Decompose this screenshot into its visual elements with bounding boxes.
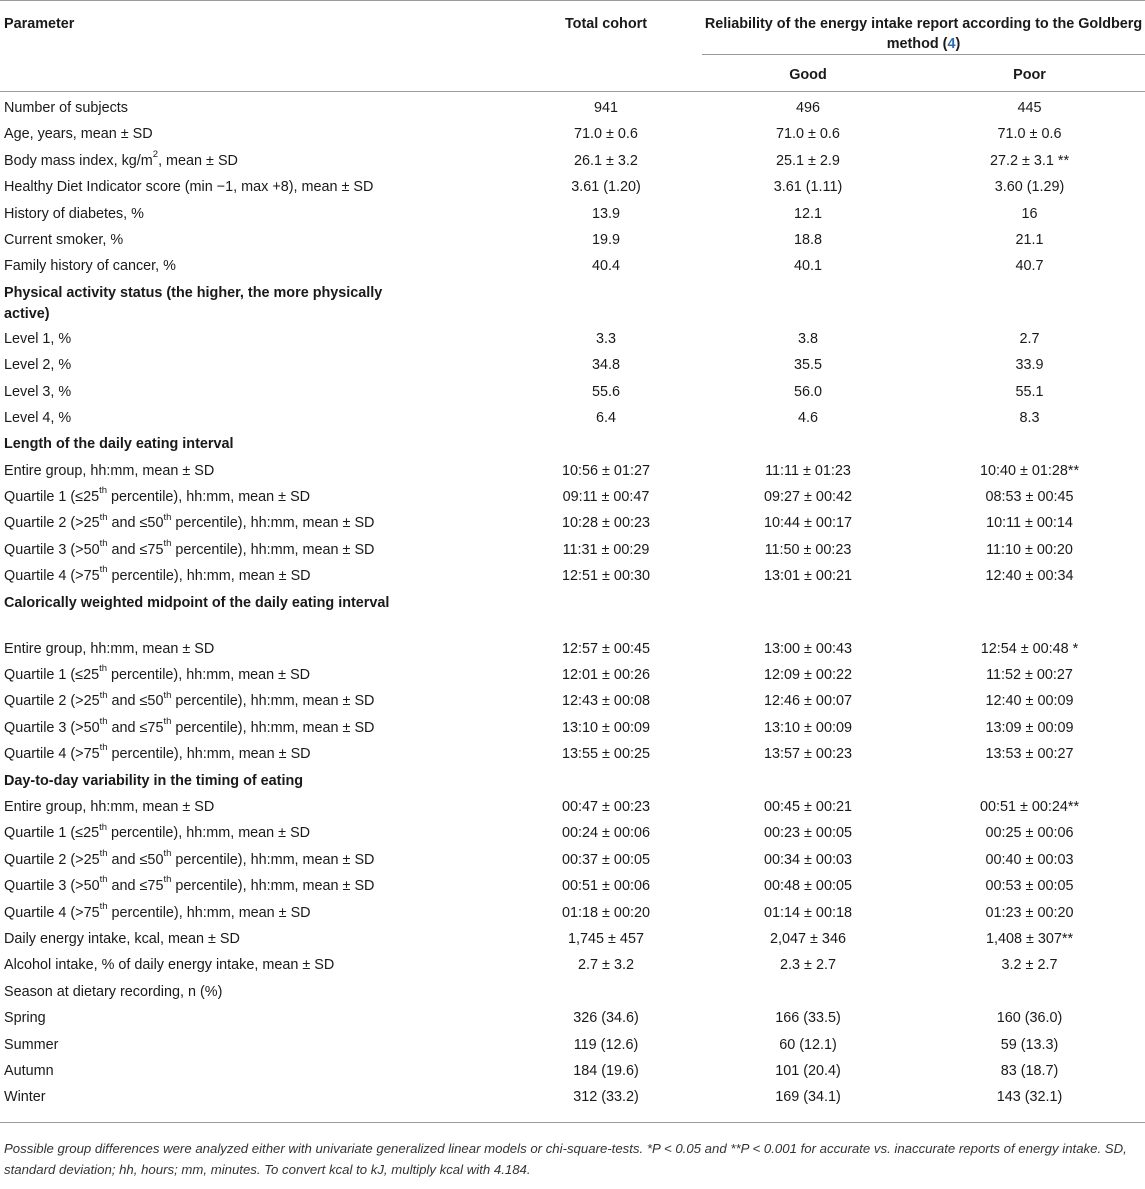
superscript: th	[163, 716, 172, 728]
table-row	[0, 540, 1145, 566]
parameter-cell: Autumn	[4, 1062, 54, 1079]
parameter-cell: Number of subjects	[4, 100, 128, 116]
total-cohort-cell: 326 (34.6)	[573, 1010, 639, 1027]
total-cohort-cell: 12:57 ± 00:45	[562, 640, 650, 657]
empty-cell	[914, 434, 1145, 460]
good-cell: 13:01 ± 00:21	[764, 568, 852, 585]
parameter-text: Quartile 1 (≤25	[4, 489, 100, 506]
total-cohort-cell: 119 (12.6)	[573, 1036, 639, 1053]
poor-cell: 143 (32.1)	[914, 1087, 1145, 1122]
good-cell: 169 (34.1)	[702, 1087, 914, 1122]
good-cell: 18.8	[793, 231, 822, 248]
parameter-text: and ≤50	[107, 515, 164, 532]
superscript: 2	[152, 148, 159, 160]
table-row	[0, 929, 1145, 955]
superscript: th	[99, 564, 108, 576]
poor-cell: 00:51 ± 00:24**	[979, 798, 1080, 815]
good-cell: 12:46 ± 00:07	[764, 693, 852, 710]
parameter-cell: Winter	[0, 1087, 510, 1122]
superscript: th	[163, 538, 172, 550]
total-cohort-cell: 312 (33.2)	[510, 1087, 702, 1122]
table-row	[0, 329, 1145, 355]
good-cell: 56.0	[793, 383, 822, 400]
total-cohort-cell: 10:56 ± 01:27	[562, 462, 650, 479]
total-cohort-cell: 11:31 ± 00:29	[562, 541, 650, 558]
table-row	[0, 382, 1145, 408]
table-row	[0, 1008, 1145, 1034]
poor-cell: 2.7	[1019, 330, 1040, 347]
header-reliability-text: Reliability of the energy intake report according to the Goldberg method (	[704, 16, 1143, 52]
poor-cell: 11:52 ± 00:27	[986, 667, 1073, 684]
total-cohort-cell: 6.4	[595, 409, 616, 426]
poor-cell: 00:40 ± 00:03	[985, 851, 1074, 868]
total-cohort-cell: 09:11 ± 00:47	[562, 489, 650, 506]
total-cohort-cell: 26.1 ± 3.2	[574, 152, 638, 169]
good-cell: 71.0 ± 0.6	[776, 126, 840, 143]
table-row	[0, 92, 1145, 125]
table-header	[0, 1, 1145, 92]
section-heading: Physical activity status (the higher, the more physically active)	[4, 284, 383, 322]
parameter-cell: Level 4, %	[4, 409, 72, 426]
header-reliability	[702, 1, 1145, 55]
superscript: th	[99, 538, 108, 550]
table-row	[0, 1035, 1145, 1061]
total-cohort-cell	[510, 982, 702, 1008]
poor-cell: 00:53 ± 00:05	[985, 878, 1074, 895]
parameter-cell	[0, 876, 510, 902]
parameter-text: Quartile 3 (>50	[4, 719, 100, 736]
parameter-cell	[0, 540, 510, 566]
header-parameter: Parameter	[0, 1, 510, 92]
empty-cell	[510, 283, 702, 329]
parameter-cell: Entire group, hh:mm, mean ± SD	[4, 798, 215, 815]
table-body	[0, 92, 1145, 1123]
empty-cell	[914, 593, 1145, 639]
parameter-text: percentile), hh:mm, mean ± SD	[107, 746, 311, 763]
poor-cell: 16	[1021, 205, 1038, 222]
parameter-cell	[0, 823, 510, 849]
poor-cell: 08:53 ± 00:45	[985, 489, 1074, 506]
reference-link[interactable]: 4	[947, 36, 956, 52]
table-row	[0, 204, 1145, 230]
parameter-text: Quartile 3 (>50	[4, 878, 100, 895]
table-row	[0, 718, 1145, 744]
parameter-cell: Family history of cancer, %	[4, 258, 176, 275]
good-cell: 60 (12.1)	[779, 1036, 837, 1053]
parameter-text: percentile), hh:mm, mean ± SD	[107, 667, 311, 684]
poor-cell: 13:09 ± 00:09	[985, 719, 1074, 736]
table-row	[0, 355, 1145, 381]
good-cell: 11:11 ± 01:23	[765, 462, 851, 479]
parameter-text: Quartile 4 (>75	[4, 904, 100, 921]
parameter-cell: Current smoker, %	[4, 231, 124, 248]
parameter-cell	[0, 900, 510, 929]
poor-cell: 21.1	[1015, 231, 1044, 248]
section-heading: Length of the daily eating interval	[4, 436, 234, 453]
superscript: th	[99, 742, 108, 754]
parameter-cell	[0, 718, 510, 744]
poor-cell: 27.2 ± 3.1 **	[989, 152, 1070, 169]
good-cell: 166 (33.5)	[775, 1010, 841, 1027]
total-cohort-cell: 13:55 ± 00:25	[562, 746, 650, 763]
good-cell: 00:48 ± 00:05	[764, 878, 852, 895]
parameter-text: percentile), hh:mm, mean ± SD	[171, 541, 375, 558]
poor-cell: 59 (13.3)	[1000, 1036, 1059, 1053]
parameter-cell: Healthy Diet Indicator score (min −1, max +8), mean ± SD	[4, 179, 374, 196]
section-heading: Calorically weighted midpoint of the daily eating interval	[4, 594, 390, 611]
parameter-text: percentile), hh:mm, mean ± SD	[171, 693, 375, 710]
parameter-text: Quartile 2 (>25	[4, 851, 100, 868]
total-cohort-cell: 3.3	[595, 330, 616, 347]
good-cell: 2.3 ± 2.7	[780, 957, 836, 974]
total-cohort-cell: 184 (19.6)	[573, 1062, 639, 1079]
section-row	[0, 593, 1145, 639]
poor-cell: 01:23 ± 00:20	[985, 904, 1074, 921]
parameter-cell	[0, 847, 510, 876]
parameter-text: Quartile 1 (≤25	[4, 667, 100, 684]
total-cohort-cell: 00:24 ± 00:06	[562, 825, 650, 842]
good-cell: 13:57 ± 00:23	[764, 746, 852, 763]
table-row	[0, 1061, 1145, 1087]
empty-cell	[702, 283, 914, 329]
parameter-cell: Daily energy intake, kcal, mean ± SD	[4, 930, 240, 947]
good-cell: 3.61 (1.11)	[773, 179, 843, 196]
section-row	[0, 771, 1145, 797]
parameter-text: and ≤75	[107, 541, 164, 558]
section-row	[0, 283, 1145, 329]
superscript: th	[99, 511, 108, 523]
header-good: Good	[702, 55, 914, 92]
good-cell	[702, 982, 914, 1008]
total-cohort-cell: 34.8	[591, 357, 620, 374]
table-row	[0, 665, 1145, 691]
parameter-cell	[0, 665, 510, 691]
superscript: th	[99, 874, 108, 886]
poor-cell: 00:25 ± 00:06	[985, 825, 1074, 842]
good-cell: 00:23 ± 00:05	[764, 825, 852, 842]
parameter-text: Quartile 4 (>75	[4, 568, 100, 585]
total-cohort-cell: 13:10 ± 00:09	[562, 719, 650, 736]
table-row	[0, 461, 1145, 487]
good-cell: 12:09 ± 00:22	[764, 667, 852, 684]
section-row	[0, 434, 1145, 460]
parameter-cell	[0, 744, 510, 770]
parameter-cell: Alcohol intake, % of daily energy intake, mean ± SD	[4, 957, 335, 974]
poor-cell: 71.0 ± 0.6	[997, 126, 1062, 143]
parameter-text: percentile), hh:mm, mean ± SD	[107, 904, 311, 921]
parameter-text: percentile), hh:mm, mean ± SD	[171, 878, 375, 895]
poor-cell: 11:10 ± 00:20	[986, 541, 1073, 558]
total-cohort-cell: 00:47 ± 00:23	[562, 798, 650, 815]
parameter-text: Body mass index, kg/m	[4, 152, 153, 169]
total-cohort-cell: 1,745 ± 457	[568, 930, 644, 947]
poor-cell: 12:54 ± 00:48 *	[980, 640, 1079, 657]
parameter-text: percentile), hh:mm, mean ± SD	[171, 851, 375, 868]
superscript: th	[99, 716, 108, 728]
good-cell: 13:10 ± 00:09	[764, 719, 852, 736]
parameter-cell	[0, 566, 510, 592]
superscript: th	[163, 847, 172, 859]
poor-cell: 3.60 (1.29)	[994, 179, 1065, 196]
table-row	[0, 177, 1145, 203]
header-total-cohort: Total cohort	[510, 1, 702, 92]
good-cell: 3.8	[797, 330, 818, 347]
poor-cell: 8.3	[1019, 409, 1040, 426]
parameter-cell: Spring	[4, 1010, 46, 1027]
empty-cell	[702, 771, 914, 797]
poor-cell: 12:40 ± 00:34	[985, 568, 1074, 585]
parameter-text: and ≤75	[107, 719, 164, 736]
good-cell: 2,047 ± 346	[770, 930, 846, 947]
parameter-cell: Level 3, %	[4, 383, 72, 400]
good-cell: 25.1 ± 2.9	[776, 152, 840, 169]
poor-cell: 33.9	[1015, 357, 1044, 374]
poor-cell: 40.7	[1015, 258, 1044, 275]
table-row	[0, 124, 1145, 150]
table-row	[0, 230, 1145, 256]
parameter-text: and ≤75	[107, 878, 164, 895]
parameter-text: Quartile 3 (>50	[4, 541, 100, 558]
poor-cell: 160 (36.0)	[996, 1010, 1063, 1027]
parameter-cell	[0, 513, 510, 539]
total-cohort-cell: 40.4	[591, 258, 620, 275]
superscript: th	[99, 663, 108, 675]
total-cohort-cell: 00:51 ± 00:06	[562, 878, 650, 895]
good-cell: 13:00 ± 00:43	[764, 640, 852, 657]
parameter-text: and ≤50	[107, 693, 164, 710]
total-cohort-cell: 55.6	[591, 383, 620, 400]
total-cohort-cell: 71.0 ± 0.6	[574, 126, 638, 143]
poor-cell: 10:11 ± 00:14	[986, 515, 1073, 532]
superscript: th	[99, 847, 108, 859]
table-row	[0, 876, 1145, 902]
poor-cell: 13:53 ± 00:27	[985, 746, 1074, 763]
good-cell: 101 (20.4)	[775, 1062, 841, 1079]
table-row	[0, 513, 1145, 539]
table-footnote: Possible group differences were analyzed either with univariate generalized linear models or chi-square-tests. *P < 0.05 and **P < 0.001 for accurate vs. inaccurate reports of energy intake. SD, standard deviation; hh, hours; mm, minutes. To convert kcal to kJ, multiply kcal with 4.184.	[4, 1141, 1127, 1177]
poor-cell: 10:40 ± 01:28**	[979, 462, 1080, 479]
total-cohort-cell: 12:01 ± 00:26	[562, 667, 650, 684]
parameter-text: percentile), hh:mm, mean ± SD	[171, 515, 375, 532]
superscript: th	[99, 900, 108, 912]
good-cell: 00:34 ± 00:03	[764, 851, 852, 868]
parameter-cell	[0, 148, 510, 177]
good-cell: 11:50 ± 00:23	[764, 541, 852, 558]
header-reliability-close: )	[955, 36, 961, 52]
good-cell: 35.5	[793, 357, 822, 374]
superscript: th	[163, 689, 172, 701]
total-cohort-cell: 3.61 (1.20)	[571, 179, 641, 196]
parameter-text: percentile), hh:mm, mean ± SD	[171, 719, 375, 736]
total-cohort-cell: 13.9	[591, 205, 620, 222]
parameter-text: Quartile 2 (>25	[4, 693, 100, 710]
superscript: th	[99, 821, 108, 833]
table-row	[0, 903, 1145, 929]
empty-cell	[510, 434, 702, 460]
good-cell: 40.1	[793, 258, 822, 275]
table-row	[0, 408, 1145, 434]
parameter-cell	[0, 487, 510, 513]
superscript: th	[99, 689, 108, 701]
table-row	[0, 639, 1145, 665]
total-cohort-cell: 01:18 ± 00:20	[562, 904, 650, 921]
parameter-cell: Level 2, %	[4, 357, 72, 374]
table-row	[0, 691, 1145, 717]
parameter-cell: Summer	[4, 1036, 59, 1053]
parameter-cell	[0, 691, 510, 717]
empty-cell	[914, 771, 1145, 797]
superscript: th	[163, 874, 172, 886]
table-row	[0, 151, 1145, 177]
parameter-text: Quartile 4 (>75	[4, 746, 100, 763]
table-row	[0, 823, 1145, 849]
poor-cell	[914, 982, 1145, 1008]
table-row	[0, 744, 1145, 770]
poor-cell: 445	[1017, 100, 1042, 116]
total-cohort-cell: 12:51 ± 00:30	[562, 568, 650, 585]
good-cell: 09:27 ± 00:42	[764, 489, 852, 506]
table-row	[0, 1087, 1145, 1122]
poor-cell: 12:40 ± 00:09	[985, 693, 1074, 710]
poor-cell: 83 (18.7)	[1000, 1062, 1059, 1079]
table-row	[0, 797, 1145, 823]
good-cell: 496	[795, 100, 820, 116]
table-row	[0, 955, 1145, 981]
poor-cell: 3.2 ± 2.7	[1001, 957, 1058, 974]
empty-cell	[702, 593, 914, 639]
superscript: th	[99, 485, 108, 497]
total-cohort-cell: 00:37 ± 00:05	[562, 851, 650, 868]
empty-cell	[510, 771, 702, 797]
parameter-cell: Season at dietary recording, n (%)	[4, 983, 223, 1000]
empty-cell	[914, 283, 1145, 329]
parameter-text: Quartile 1 (≤25	[4, 825, 100, 842]
parameter-text: Quartile 2 (>25	[4, 515, 100, 532]
parameter-text: percentile), hh:mm, mean ± SD	[107, 568, 311, 585]
good-cell: 00:45 ± 00:21	[764, 798, 852, 815]
section-heading: Day-to-day variability in the timing of eating	[4, 772, 304, 789]
table-row	[0, 256, 1145, 282]
table-row	[0, 487, 1145, 513]
header-poor: Poor	[914, 55, 1145, 92]
table-row	[0, 566, 1145, 592]
empty-cell	[702, 434, 914, 460]
parameter-text: percentile), hh:mm, mean ± SD	[107, 825, 311, 842]
table-row	[0, 982, 1145, 1008]
superscript: th	[163, 511, 172, 523]
parameter-cell: History of diabetes, %	[4, 205, 144, 222]
parameter-text: and ≤50	[107, 851, 164, 868]
parameter-text: , mean ± SD	[158, 152, 238, 169]
poor-cell: 55.1	[1015, 383, 1044, 400]
poor-cell: 1,408 ± 307**	[985, 930, 1074, 947]
parameter-text: percentile), hh:mm, mean ± SD	[107, 489, 311, 506]
parameter-cell: Entire group, hh:mm, mean ± SD	[4, 640, 215, 657]
total-cohort-cell: 19.9	[591, 231, 620, 248]
good-cell: 12.1	[793, 205, 822, 222]
total-cohort-cell: 12:43 ± 00:08	[562, 693, 650, 710]
good-cell: 4.6	[797, 409, 818, 426]
total-cohort-cell: 941	[593, 100, 618, 116]
total-cohort-cell: 10:28 ± 00:23	[562, 515, 650, 532]
parameter-cell: Entire group, hh:mm, mean ± SD	[4, 462, 215, 479]
empty-cell	[510, 593, 702, 639]
good-cell: 10:44 ± 00:17	[764, 515, 852, 532]
good-cell: 01:14 ± 00:18	[764, 904, 852, 921]
total-cohort-cell: 2.7 ± 3.2	[578, 957, 634, 974]
table-row	[0, 850, 1145, 876]
parameter-cell: Age, years, mean ± SD	[4, 126, 153, 143]
parameter-cell: Level 1, %	[4, 330, 72, 347]
